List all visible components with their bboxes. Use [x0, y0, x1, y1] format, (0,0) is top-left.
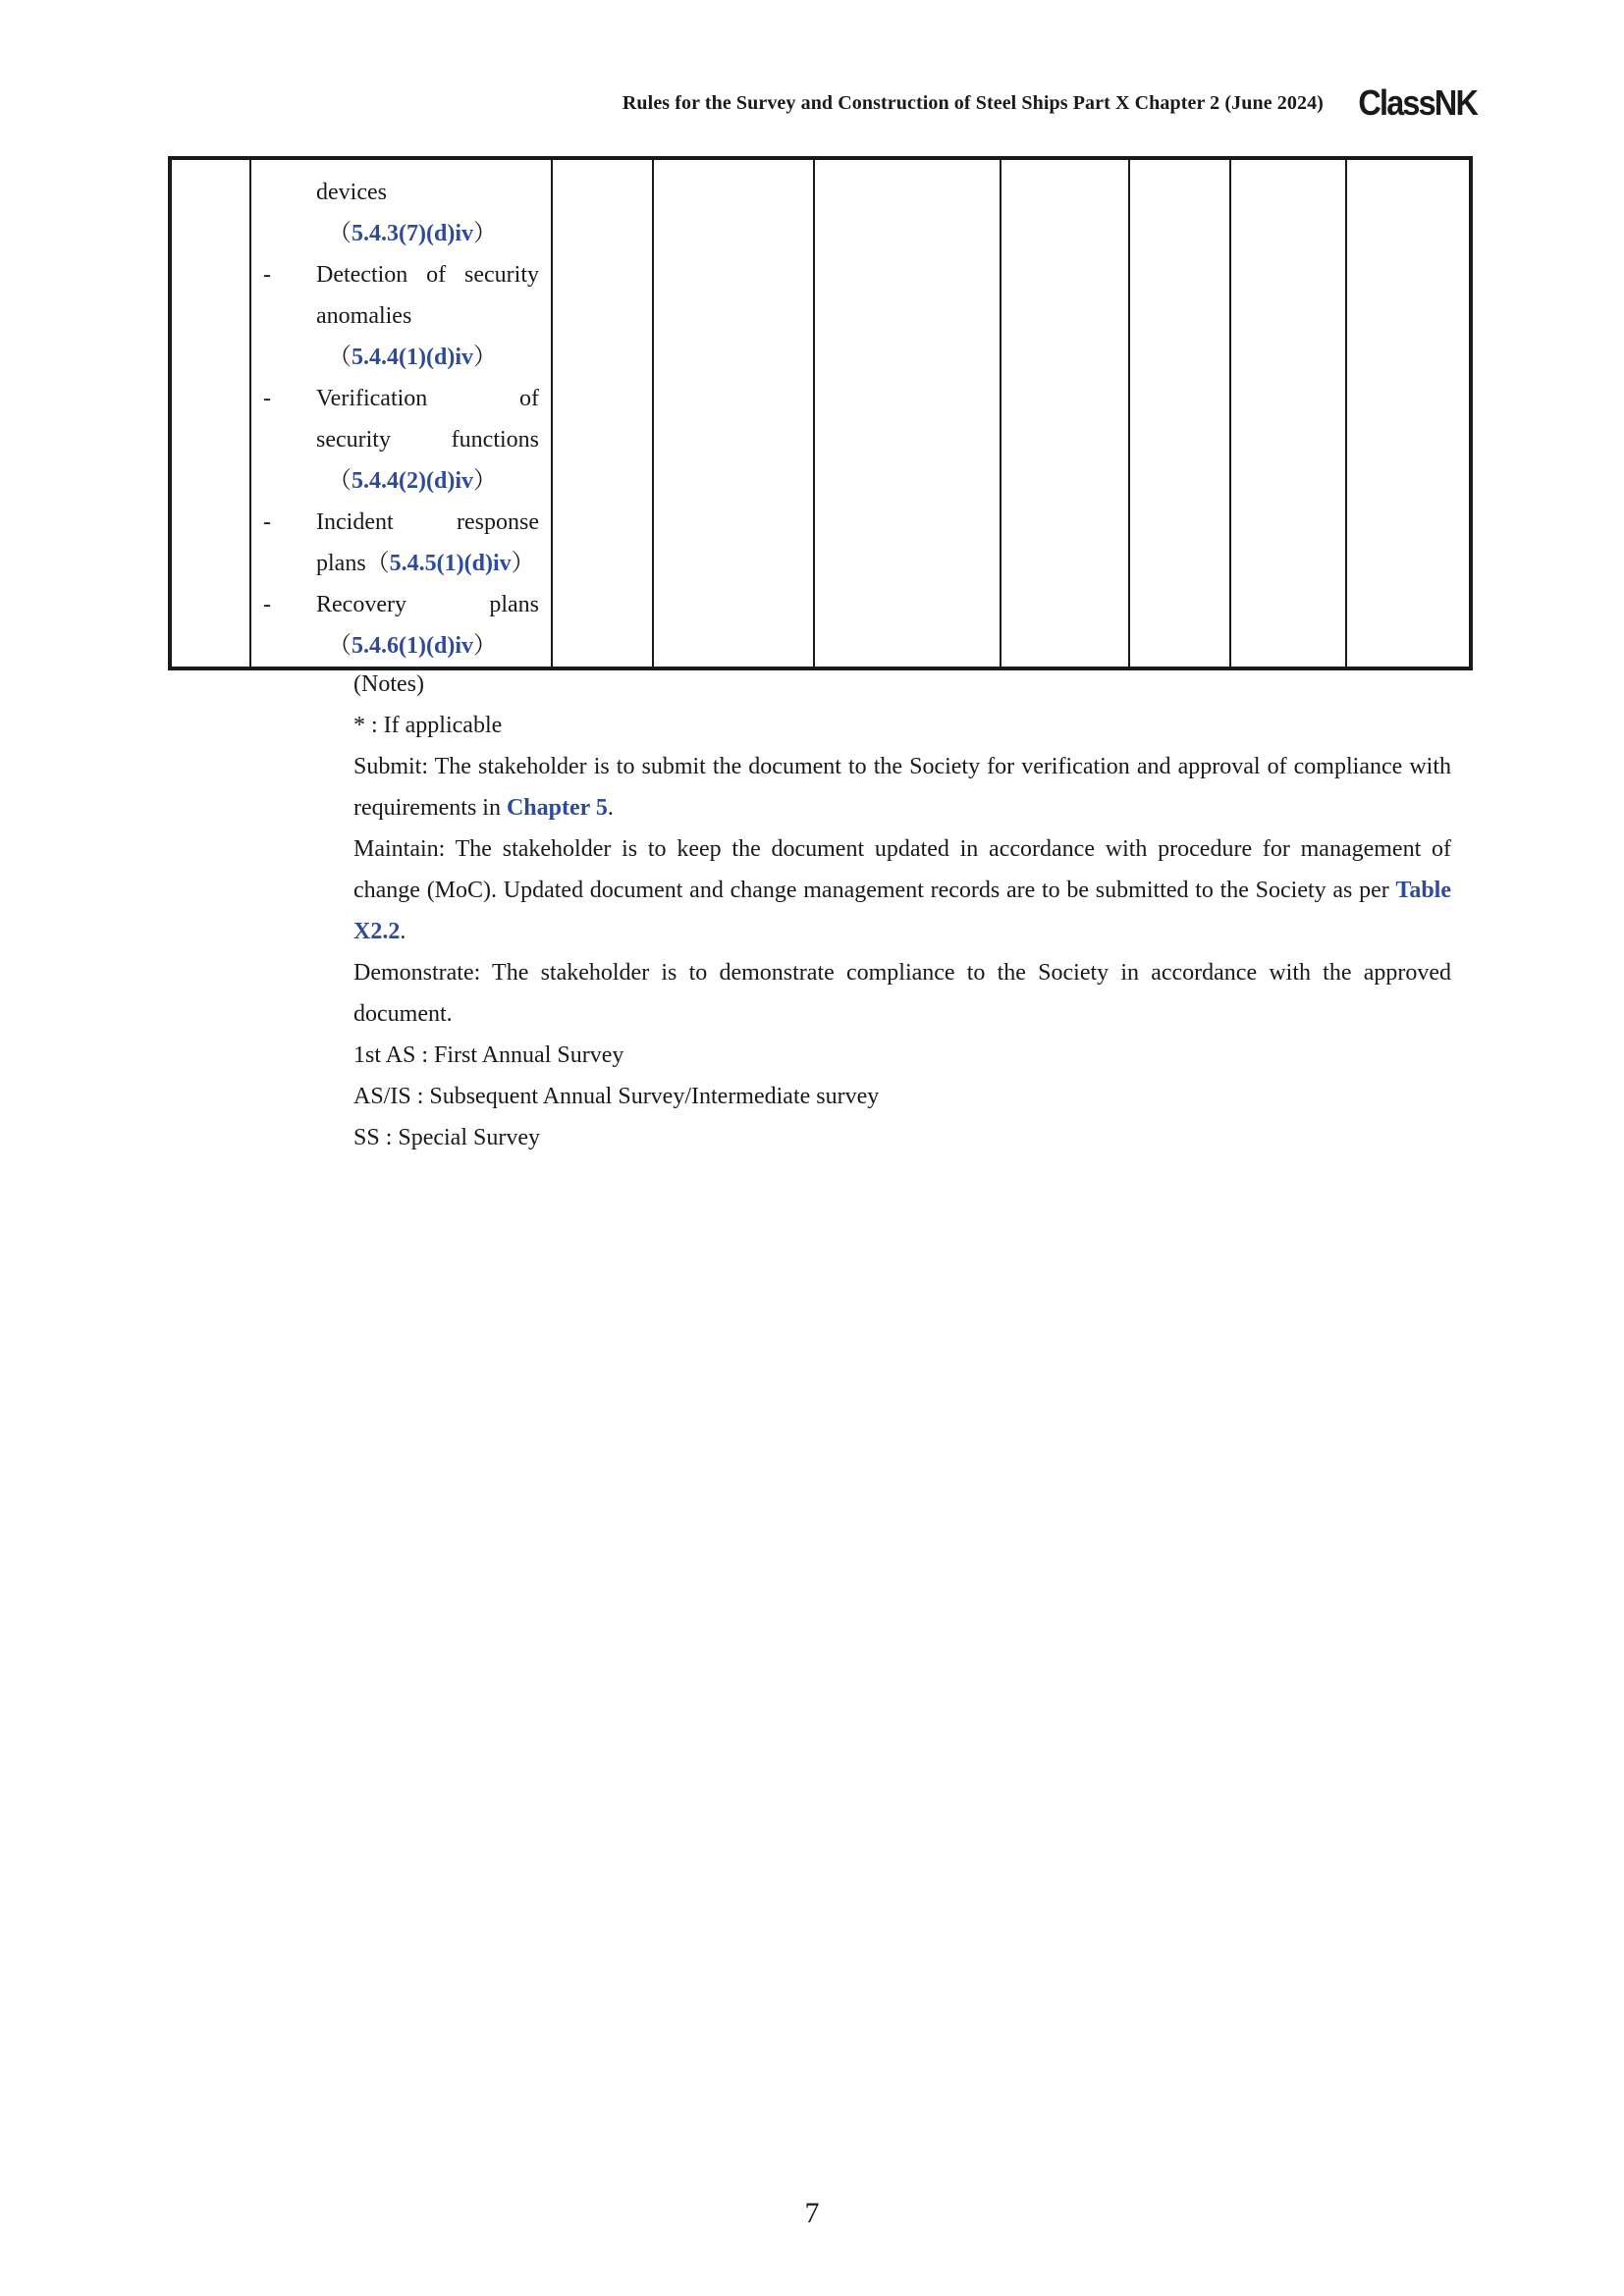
- reference-link[interactable]: 5.4.3(7)(d)iv: [352, 221, 473, 246]
- note-submit: Submit: The stakeholder is to submit the document to the Society for verification and approval of compliance with requirements in Chapter 5.: [353, 754, 1451, 821]
- list-item: [251, 172, 551, 254]
- item-text-line: security functions: [316, 427, 539, 453]
- page-header: [623, 82, 1477, 124]
- reference-line: （5.4.4(2)(d)iv）: [328, 468, 497, 494]
- table-cell-empty: [170, 158, 250, 668]
- reference-link[interactable]: 5.4.5(1)(d)iv: [389, 551, 512, 576]
- table-cell-empty: [1346, 158, 1471, 668]
- table-cell-empty: [1001, 158, 1129, 668]
- note-maintain: Maintain: The stakeholder is to keep the document updated in accordance with procedure for management of change (MoC). Updated document and change management records are to be submitted to the Society as per Table X2.2.: [353, 836, 1451, 944]
- table-cell-empty: [1230, 158, 1346, 668]
- reference-link[interactable]: 5.4.4(1)(d)iv: [352, 345, 473, 370]
- classnk-logo: ClassNK: [1358, 82, 1477, 123]
- page-number: 7: [804, 2197, 820, 2229]
- reference-link[interactable]: 5.4.4(2)(d)iv: [352, 468, 473, 494]
- reference-line: （5.4.3(7)(d)iv）: [328, 221, 497, 246]
- chapter-5-link[interactable]: Chapter 5: [506, 795, 608, 821]
- note-ss: SS : Special Survey: [353, 1125, 540, 1150]
- notes-section: [353, 664, 1451, 1158]
- requirements-table: [168, 156, 1473, 670]
- list-item: [251, 584, 551, 667]
- item-text-line: Detection of security: [316, 262, 539, 288]
- item-text-line: plans（5.4.5(1)(d)iv）: [316, 551, 535, 576]
- table-cell-empty: [814, 158, 1001, 668]
- list-dash: -: [263, 509, 271, 535]
- item-text-line: Verification of: [316, 386, 539, 411]
- header-title: Rules for the Survey and Construction of Steel Ships Part X Chapter 2 (June 2024): [622, 91, 1324, 114]
- reference-line: （5.4.6(1)(d)iv）: [328, 633, 497, 659]
- list-dash: -: [263, 262, 271, 288]
- note-as-is: AS/IS : Subsequent Annual Survey/Intermediate survey: [353, 1084, 880, 1109]
- list-item: [251, 502, 551, 584]
- table-cell-empty: [653, 158, 814, 668]
- item-text-line: devices: [316, 180, 387, 205]
- item-text-line: Incident response: [316, 509, 539, 535]
- list-item: [251, 254, 551, 378]
- note-first-as: 1st AS : First Annual Survey: [353, 1042, 624, 1068]
- list-item: [251, 378, 551, 502]
- list-dash: -: [263, 386, 271, 411]
- list-dash: -: [263, 592, 271, 617]
- notes-heading: (Notes): [353, 671, 424, 697]
- reference-link[interactable]: 5.4.6(1)(d)iv: [352, 633, 473, 659]
- item-text-line: anomalies: [316, 303, 412, 329]
- table-row: [170, 158, 1471, 668]
- note-asterisk: * : If applicable: [353, 713, 503, 738]
- table-cell-items: [250, 158, 552, 668]
- table-cell-empty: [1129, 158, 1230, 668]
- note-demonstrate: Demonstrate: The stakeholder is to demonstrate compliance to the Society in accordance with the approved document.: [353, 960, 1451, 1027]
- reference-line: （5.4.4(1)(d)iv）: [328, 345, 497, 370]
- item-text-line: Recovery plans: [316, 592, 539, 617]
- table-x2-2-link[interactable]: Table X2.2: [353, 878, 1451, 944]
- table-cell-empty: [552, 158, 653, 668]
